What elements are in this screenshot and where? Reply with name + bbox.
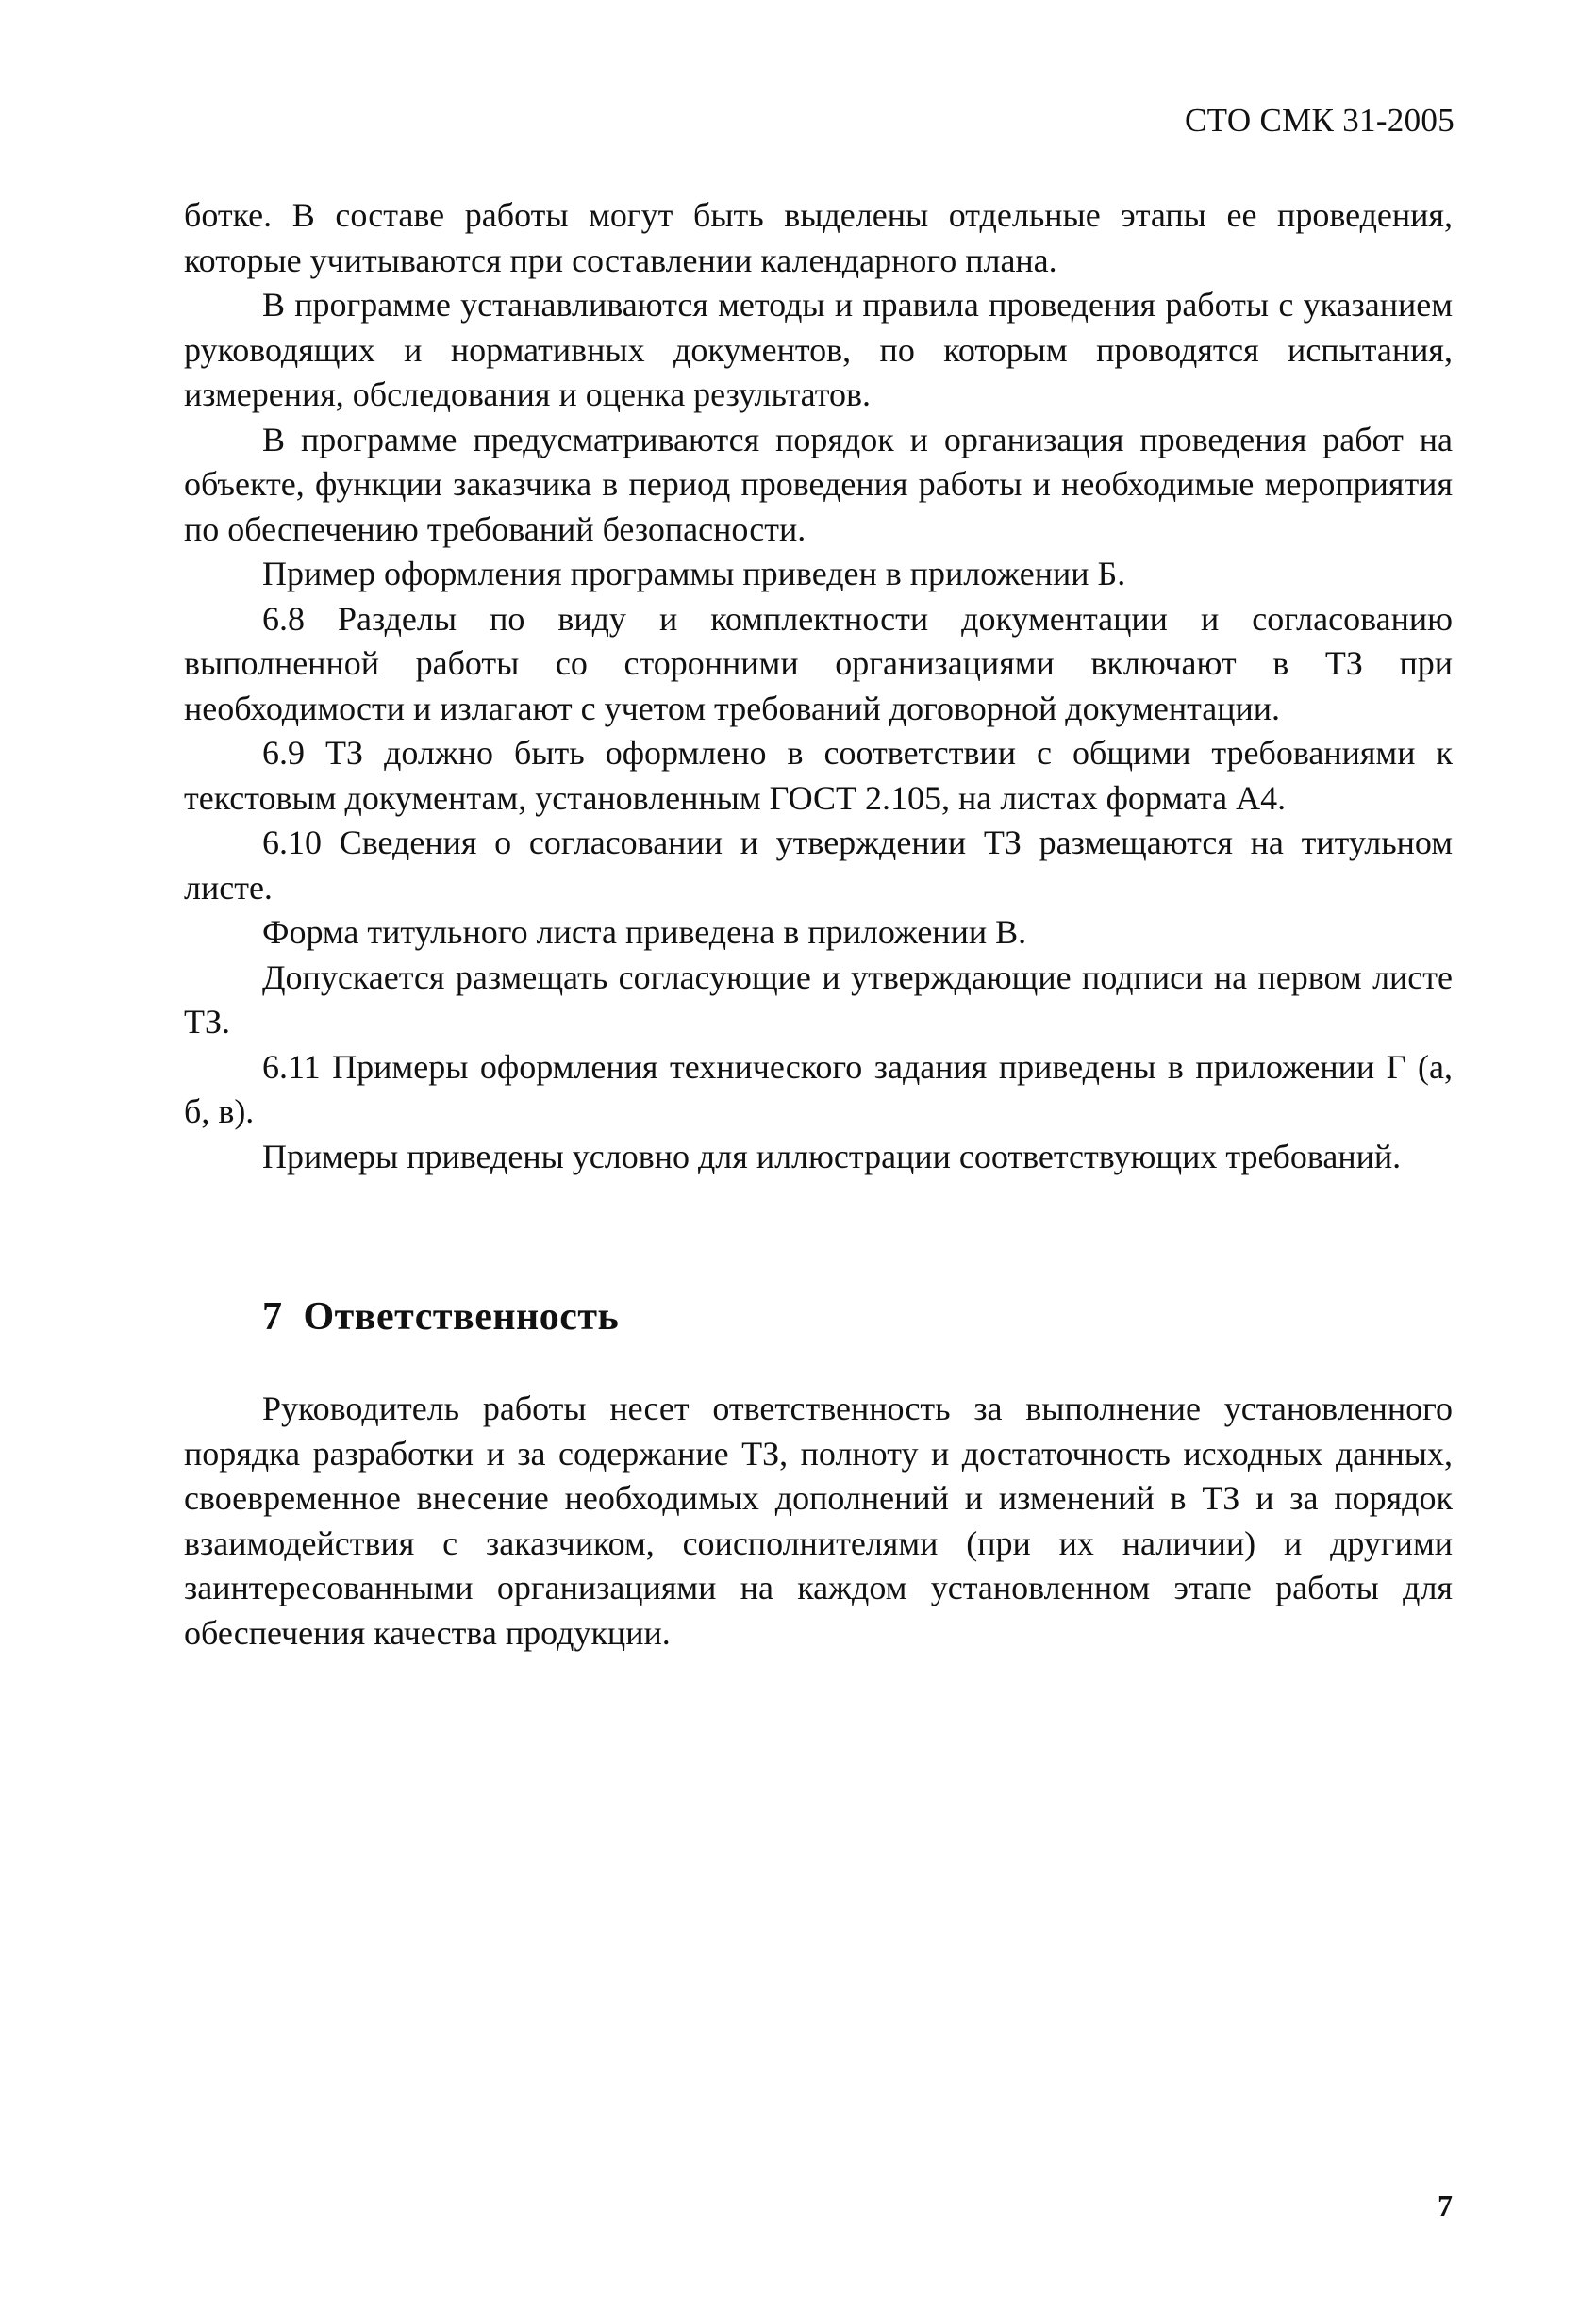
paragraph-examples-note: Примеры приведены условно для иллюстрации соответствующих требований. (262, 1137, 1402, 1175)
paragraph-program-organization: В программе предусматриваются порядок и организация проведения работ на объекте, функции заказчика в период проведения работы и необходимые мероприятия по обеспечению требований безопасности. (184, 420, 1453, 548)
section-heading (262, 1294, 619, 1340)
body-text (184, 193, 1453, 1179)
section-body (184, 1387, 1453, 1656)
paragraph-program-example: Пример оформления программы приведен в приложении Б. (262, 555, 1126, 592)
section-number: 7 (262, 1295, 283, 1339)
clause-6-10: 6.10 Сведения о согласовании и утверждении ТЗ размещаются на титульном листе. (184, 824, 1453, 907)
page-number: 7 (1438, 2189, 1453, 2222)
paragraph-continuation: ботке. В составе работы могут быть выделены отдельные этапы ее проведения, которые учитываются при составлении календарного плана. (184, 196, 1453, 279)
paragraph-signatures: Допускается размещать согласующие и утверждающие подписи на первом листе ТЗ. (184, 957, 1453, 1040)
paragraph-program-methods: В программе устанавливаются методы и правила проведения работы с указанием руководящих и нормативных документов, по которым проводятся испытания, измерения, обследования и оценка результатов. (184, 286, 1453, 413)
clause-6-9: 6.9 ТЗ должно быть оформлено в соответствии с общими требованиями к текстовым документам, установленным ГОСТ 2.105, на листах формата А4. (184, 734, 1453, 817)
clause-6-8: 6.8 Разделы по виду и комплектности документации и согласованию выполненной работы со сторонними организациями включают в ТЗ при необходимости и излагают с учетом требований договорной документации. (184, 599, 1453, 727)
section-title: Ответственность (303, 1295, 620, 1339)
clause-6-11: 6.11 Примеры оформления технического задания приведены в приложении Г (а, б, в). (184, 1047, 1453, 1130)
paragraph-title-page-form: Форма титульного листа приведена в приложении В. (262, 913, 1027, 951)
document-code: СТО СМК 31-2005 (1184, 102, 1455, 139)
responsibility-paragraph: Руководитель работы несет ответственность за выполнение установленного порядка разработки и за содержание ТЗ, полноту и достаточность исходных данных, своевременное внесение необходимых дополнений и изменений в ТЗ и за порядок взаимодействия с заказчиком, соисполнителями (при их наличии) и другими заинтересованными организациями на каждом установленном этапе работы для обеспечения качества продукции. (184, 1390, 1453, 1652)
